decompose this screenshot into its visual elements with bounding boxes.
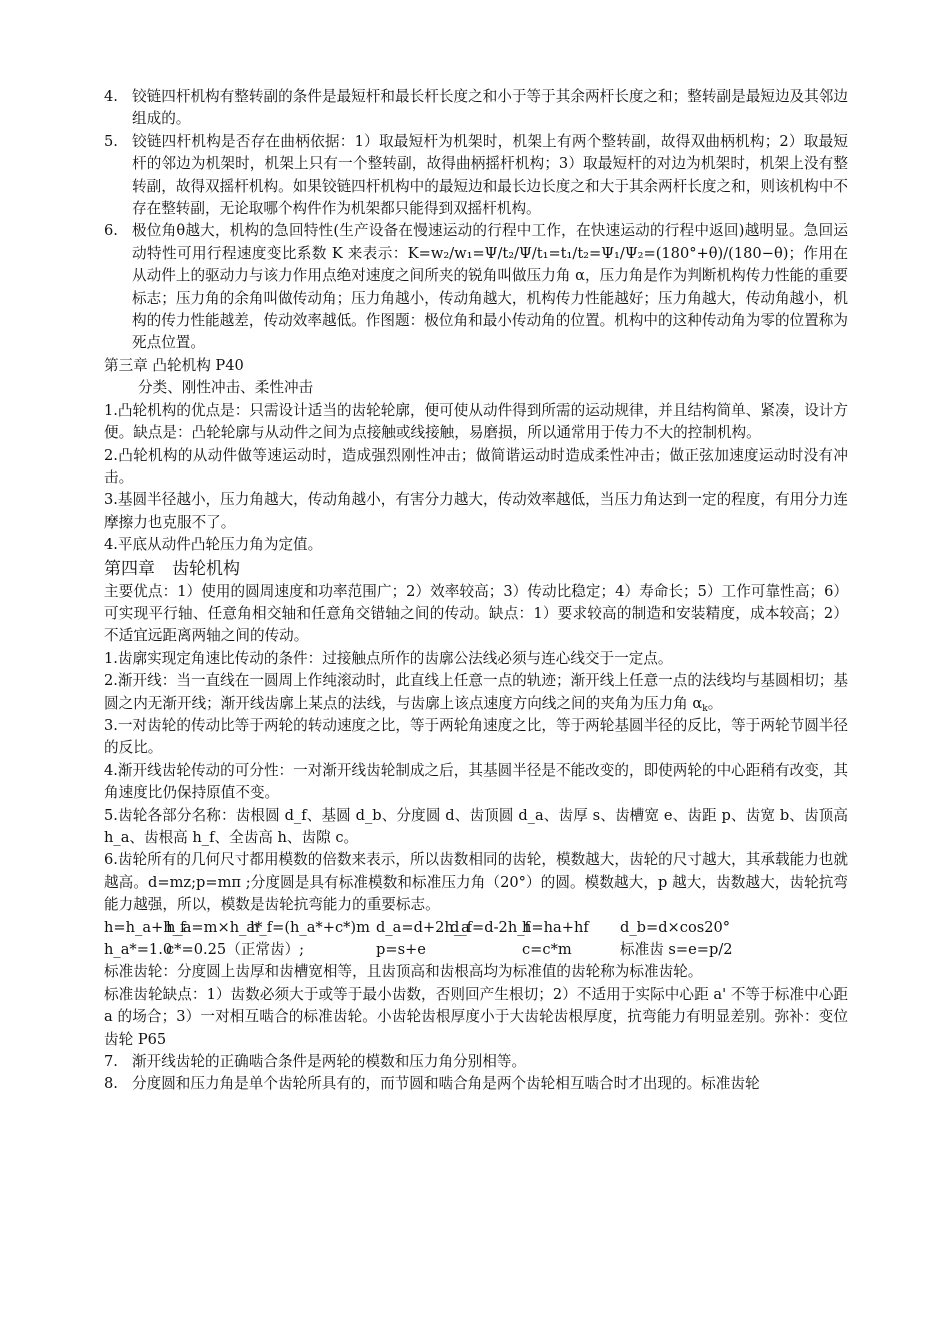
chapter3-para-3: 3.基圆半径越小，压力角越大，传动角越小，有害分力越大，传动效率越低，当压力角达到一定的程度，有用分力连摩擦力也克服不了。: [104, 491, 848, 531]
chapter3-title: 第三章 凸轮机构 P40: [104, 356, 244, 374]
item-text-post: ；作用在从动件上的驱动力与该力作用点绝对速度之间所夹的锐角叫做压力角 α，压力角是作为判断机构传力性能的重要标志；压力角的余角叫做传动角；压力角越小，传动角越大，机构传力性能越好；压力角越大，传动角越小，机构的传力性能越差，传动效率越低。作图题：极位角和最小传动角的位置。机构中的这种传动角为零的位置称为死点位置。: [132, 244, 848, 352]
chapter3-para-1: 1.凸轮机构的优点是：只需设计适当的齿轮轮廓，便可使从动件得到所需的运动规律，并且结构简单、紧凑，设计方便。缺点是：凸轮轮廓与从动件之间为点接触或线接触，易磨损，所以通常用于传力不大的控制机构。: [104, 401, 848, 442]
list-item-7: [104, 1051, 848, 1073]
formula: d_b=d×cos20°: [620, 918, 731, 936]
list-item-5: [104, 131, 848, 221]
chapter4-main: 主要优点：1）使用的圆周速度和功率范围广；2）效率较高；3）传动比稳定；4）寿命长；5）工作可靠性高；6）可实现平行轴、任意角相交轴和任意角交错轴之间的传动。缺点：1）要求较高的制造和安装精度，成本较高；2）不适宜远距离两轴之间的传动。: [104, 582, 848, 645]
formula: c*=0.25（正常齿）;: [166, 941, 305, 959]
chapter4-para-5: 5.齿轮各部分名称：齿根圆 d_f、基圆 d_b、分度圆 d、齿顶圆 d_a、齿厚 s、齿槽宽 e、齿距 p、齿宽 b、齿顶高 h_a、齿根高 h_f、全齿高 h、齿隙 c。: [104, 806, 848, 846]
chapter4-title: 第四章 齿轮机构: [104, 558, 240, 579]
standard-gear-defects: 标准齿轮缺点：1）齿数必须大于或等于最小齿数，否则回产生根切；2）不适用于实际中心距 a' 不等于标准中心距 a 的场合；3）一对相互啮合的标准齿轮。小齿轮齿根厚度小于大齿轮齿根厚度，抗弯能力有明显差别。弥补：变位齿轮 P65: [104, 985, 848, 1048]
chapter4-para-2: [104, 670, 848, 715]
item-text: 铰链四杆机构有整转副的条件是最短杆和最长杆长度之和小于等于其余两杆长度之和；整转副是最短边及其邻边组成的。: [132, 88, 848, 128]
formula: p=s+e: [376, 941, 426, 959]
item-number: 7.: [104, 1053, 118, 1071]
quick-return-formula: K=w₂/w₁=Ψ/t₂/Ψ/t₁=t₁/t₂=Ψ₁/Ψ₂=(180°+θ)/(180−θ): [407, 244, 789, 262]
list-item-8: [104, 1073, 848, 1095]
formula: 标准齿 s=e=p/2: [620, 941, 733, 959]
item-text-pre: 极位角θ越大，机构的急回特性(生产设备在慢速运动的行程中工作，在快速运动的行程中返回)越明显。急回运动特性可用行程速度变比系数 K 来表示：: [132, 222, 848, 262]
chapter4-para-3: 3.一对齿轮的传动比等于两轮的转动速度之比，等于两轮角速度之比，等于两轮基圆半径的反比，等于两轮节圆半径的反比。: [104, 716, 848, 757]
formula: c=c*m: [522, 941, 572, 959]
formula: h=ha+hf: [522, 918, 589, 936]
para-2-text: 2.渐开线：当一直线在一圆周上作纯滚动时，此直线上任意一点的轨迹；渐开线上任意一点的法线均与基圆相切；基圆之内无渐开线；渐开线齿廓上某点的法线，与齿廓上该点速度方向线之间的夹角为压力角 α: [104, 672, 848, 712]
item-text: 铰链四杆机构是否存在曲柄依据：1）取最短杆为机架时，机架上有两个整转副，故得双曲柄机构；2）取最短杆的邻边为机架时，机架上只有一个整转副，故得曲柄摇杆机构；3）取最短杆的对边为机架时，机架上没有整转副，故得双摇杆机构。如果铰链四杆机构中的最短边和最长边长度之和大于其余两杆长度之和，则该机构中不存在整转副，无论取哪个构件作为机架都只能得到双摇杆机构。: [132, 132, 848, 218]
item-number: 8.: [104, 1075, 118, 1093]
formula: h=h_a+h_f: [104, 918, 186, 936]
item-text: 分度圆和压力角是单个齿轮所具有的，而节圆和啮合角是两个齿轮相互啮合时才出现的。标准齿轮: [132, 1075, 760, 1093]
item-number: 5.: [104, 132, 118, 150]
list-item-6: [104, 220, 848, 354]
item-number: 4.: [104, 88, 118, 105]
para-2-sub: k: [702, 703, 708, 714]
formula: h_a=m×h_a*: [166, 918, 263, 936]
formula: d_f=d-2h_f: [450, 918, 530, 936]
standard-gear-def: 标准齿轮：分度圆上齿厚和齿槽宽相等，且齿顶高和齿根高均为标准值的齿轮称为标准齿轮。: [104, 963, 703, 981]
item-text: 渐开线齿轮的正确啮合条件是两轮的模数和压力角分别相等。: [132, 1053, 527, 1071]
chapter3-subtitle: 分类、刚性冲击、柔性冲击: [138, 379, 314, 397]
formula: h_f=(h_a*+c*)m: [250, 918, 370, 936]
chapter4-para-4: 4.渐开线齿轮传动的可分性：一对渐开线齿轮制成之后，其基圆半径是不能改变的，即使两轮的中心距稍有改变，其角速度比仍保持原值不变。: [104, 761, 848, 802]
chapter4-para-1: 1.齿廓实现定角速比传动的条件：过接触点所作的齿廓公法线必须与连心线交于一定点。: [104, 649, 673, 667]
list-item-4: [104, 86, 848, 131]
para-2-end: 。: [707, 694, 723, 712]
formula: h_a*=1.0: [104, 941, 173, 959]
item-number: 6.: [104, 222, 118, 240]
formula-row-1: [104, 917, 848, 939]
formula: d_a=d+2h_a: [376, 918, 470, 936]
chapter3-para-4: 4.平底从动件凸轮压力角为定值。: [104, 536, 323, 554]
chapter4-para-6: 6.齿轮所有的几何尺寸都用模数的倍数来表示，所以齿数相同的齿轮，模数越大，齿轮的尺寸越大，其承载能力也就越高。d=mz;p=mπ ;分度圆是具有标准模数和标准压力角（20°）的圆。模数越大，p 越大，齿数越大，齿轮抗弯能力越强，所以，模数是齿轮抗弯能力的重要标志。: [104, 851, 848, 914]
formula-row-2: [104, 939, 848, 961]
chapter3-para-2: 2.凸轮机构的从动件做等速运动时，造成强烈刚性冲击；做简谐运动时造成柔性冲击；做正弦加速度运动时没有冲击。: [104, 446, 848, 486]
